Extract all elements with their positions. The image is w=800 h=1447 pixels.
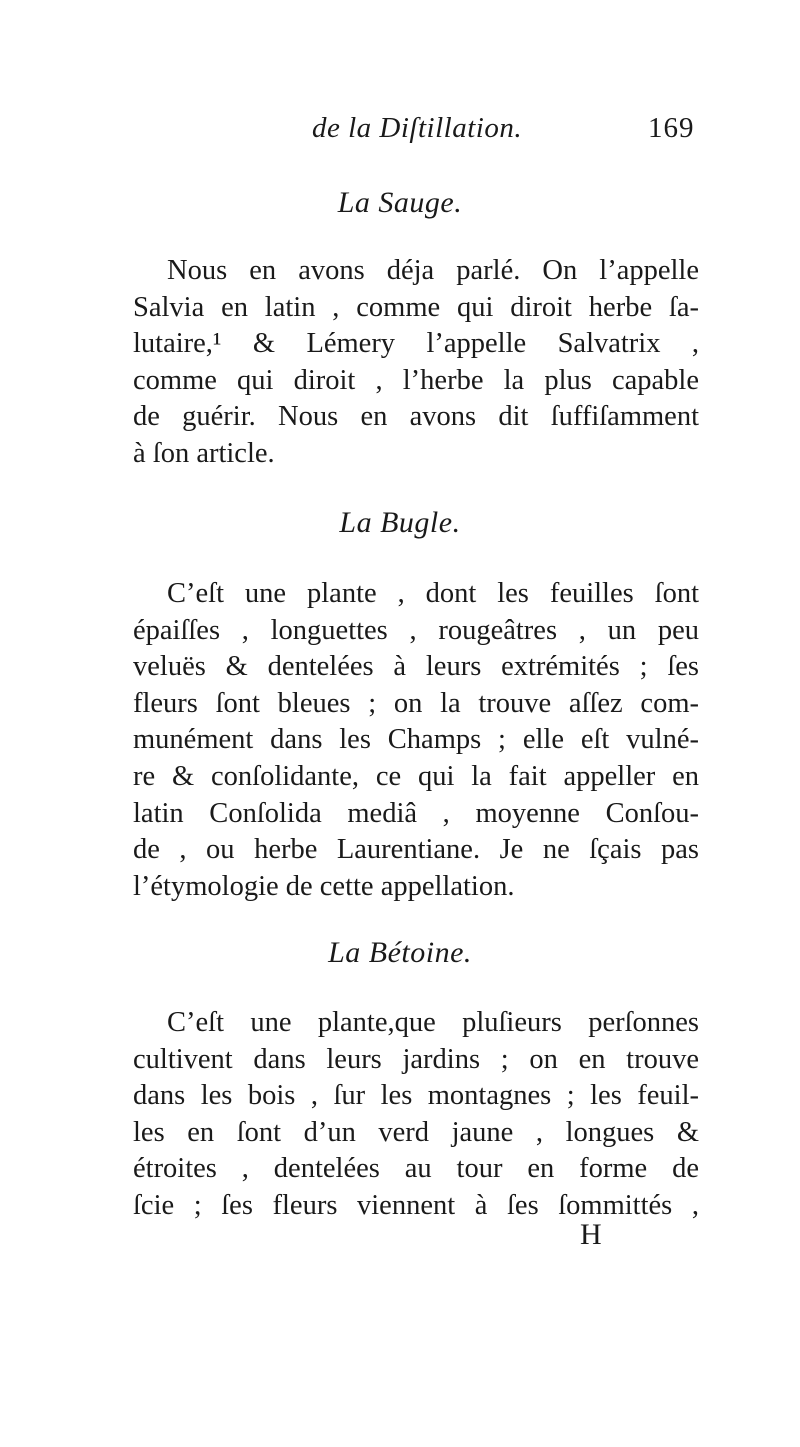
text-line: épaiſſes , longuettes , rougeâtres , un peu: [133, 614, 699, 646]
text-line: les en ſont d’un verd jaune , longues &: [133, 1116, 699, 1148]
signature-mark: H: [580, 1218, 602, 1251]
text-line: C’eſt une plante,que pluſieurs perſonnes: [167, 1007, 699, 1038]
text-line: re & conſolidante, ce qui la fait appeller en: [133, 760, 699, 792]
section-heading-betoine: La Bétoine.: [328, 936, 472, 969]
text-line: C’eſt une plante , dont les feuilles ſont: [167, 578, 699, 609]
text-line: comme qui diroit , l’herbe la plus capable: [133, 364, 699, 396]
running-head: [0, 112, 800, 152]
text-line: veluës & dentelées à leurs extrémités ; ſes: [133, 651, 699, 683]
text-line: l’étymologie de cette appellation.: [133, 870, 515, 902]
text-line: fleurs ſont bleues ; on la trouve aſſez com-: [133, 687, 699, 719]
section-heading-bugle: La Bugle.: [339, 506, 461, 539]
text-line: ſcie ; ſes fleurs viennent à ſes ſommittés ,: [133, 1189, 699, 1221]
section-text-betoine: [133, 1005, 699, 1225]
text-line: étroites , dentelées au tour en forme de: [133, 1153, 699, 1185]
section-heading-sauge: La Sauge.: [337, 186, 463, 219]
page-number: 169: [648, 112, 695, 144]
text-line: à ſon article.: [133, 437, 275, 469]
text-line: lutaire,¹ & Lémery l’appelle Salvatrix ,: [133, 328, 699, 360]
section-text-sauge: [133, 253, 699, 473]
text-line: latin Conſolida mediâ , moyenne Conſou-: [133, 797, 699, 829]
text-line: Nous en avons déja parlé. On l’appelle: [167, 255, 699, 286]
text-line: de guérir. Nous en avons dit ſuffiſamment: [133, 401, 699, 433]
text-line: Salvia en latin , comme qui diroit herbe ſa-: [133, 291, 699, 323]
text-line: dans les bois , ſur les montagnes ; les feuil-: [133, 1080, 699, 1112]
running-title: de la Diſtillation.: [312, 112, 523, 144]
text-line: de , ou herbe Laurentiane. Je ne ſçais pas: [133, 834, 699, 866]
section-text-bugle: [133, 576, 699, 905]
text-line: cultivent dans leurs jardins ; on en trouve: [133, 1043, 699, 1075]
text-line: munément dans les Champs ; elle eſt vulné-: [133, 724, 699, 756]
